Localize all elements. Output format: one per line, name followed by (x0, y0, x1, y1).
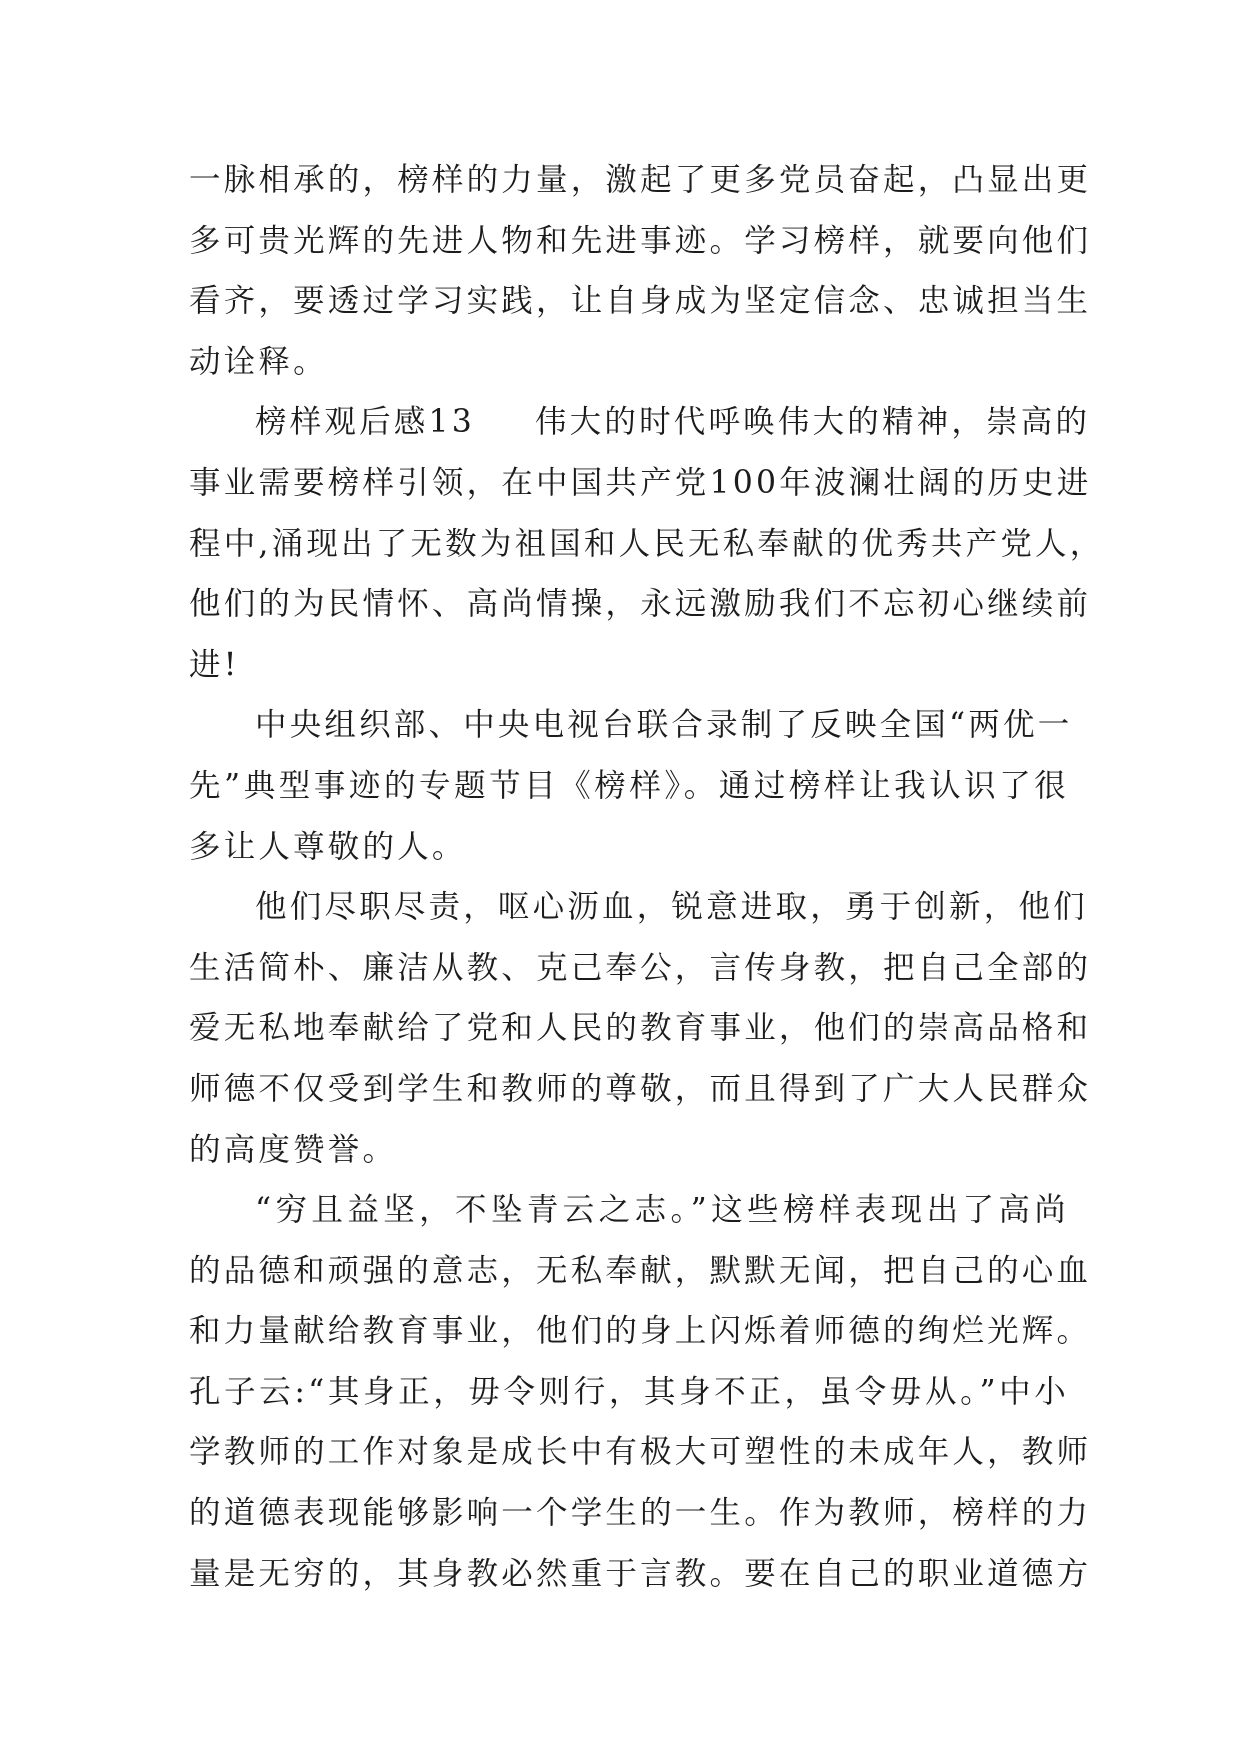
text-line: 量是无穷的，其身教必然重于言教。要在自己的职业道德方 (189, 1555, 1092, 1592)
text-line: 师德不仅受到学生和教师的尊敬，而且得到了广大人民群众 (189, 1070, 1092, 1107)
text-line (189, 695, 1073, 756)
paragraph-3 (189, 695, 1073, 877)
paragraph-1 (189, 150, 1092, 392)
text-line (189, 392, 1091, 453)
text-line: 和力量献给教育事业，他们的身上闪烁着师德的绚烂光辉。 (189, 1313, 1092, 1350)
text-line: 的品德和顽强的意志，无私奉献，默默无闻，把自己的心血 (189, 1252, 1092, 1289)
text-line: 孔子云:“其身正，毋令则行，其身不正，虽令毋从。”中小 (189, 1373, 1069, 1410)
text-line: 事业需要榜样引领，在中国共产党100年波澜壮阔的历史进 (189, 464, 1092, 501)
text-segment: 他们尽职尽责，呕心沥血，锐意进取，勇于创新，他们 (255, 889, 1088, 926)
text-line: 进! (189, 646, 240, 683)
text-line (189, 1180, 1069, 1241)
text-line: 看齐，要透过学习实践，让自身成为坚定信念、忠诚担当生 (189, 283, 1092, 320)
text-line: 的高度赞誉。 (189, 1131, 398, 1168)
paragraph-5 (189, 1180, 1092, 1604)
text-line (189, 877, 1088, 938)
text-line: 一脉相承的，榜样的力量，激起了更多党员奋起，凸显出更 (189, 162, 1092, 198)
text-line: 的道德表现能够影响一个学生的一生。作为教师，榜样的力 (189, 1495, 1092, 1532)
text-line: 多让人尊敬的人。 (189, 828, 467, 865)
text-line: 动诠释。 (189, 343, 328, 380)
body-text (189, 150, 1105, 1604)
text-line: 先”典型事迹的专题节目《榜样》。通过榜样让我认识了很 (189, 767, 1069, 804)
text-segment: 伟大的时代呼唤伟大的精神，崇高的 (534, 404, 1091, 441)
text-line: 他们的为民情怀、高尚情操，永远激励我们不忘初心继续前 (189, 586, 1092, 623)
text-segment: “穷且益坚，不坠青云之志。”这些榜样表现出了高尚 (255, 1192, 1069, 1229)
text-line: 程中,涌现出了无数为祖国和人民无私奉献的优秀共产党人， (189, 525, 1105, 562)
paragraph-4 (189, 877, 1092, 1180)
text-line: 学教师的工作对象是成长中有极大可塑性的未成年人，教师 (189, 1434, 1092, 1471)
text-line: 爱无私地奉献给了党和人民的教育事业，他们的崇高品格和 (189, 1010, 1092, 1047)
paragraph-2 (189, 392, 1105, 695)
text-line: 多可贵光辉的先进人物和先进事迹。学习榜样，就要向他们 (189, 222, 1092, 259)
text-line: 生活简朴、廉洁从教、克己奉公，言传身教，把自己全部的 (189, 949, 1092, 986)
text-segment: 中央组织部、中央电视台联合录制了反映全国“两优一 (255, 707, 1073, 744)
section-heading: 榜样观后感13 (255, 404, 475, 441)
